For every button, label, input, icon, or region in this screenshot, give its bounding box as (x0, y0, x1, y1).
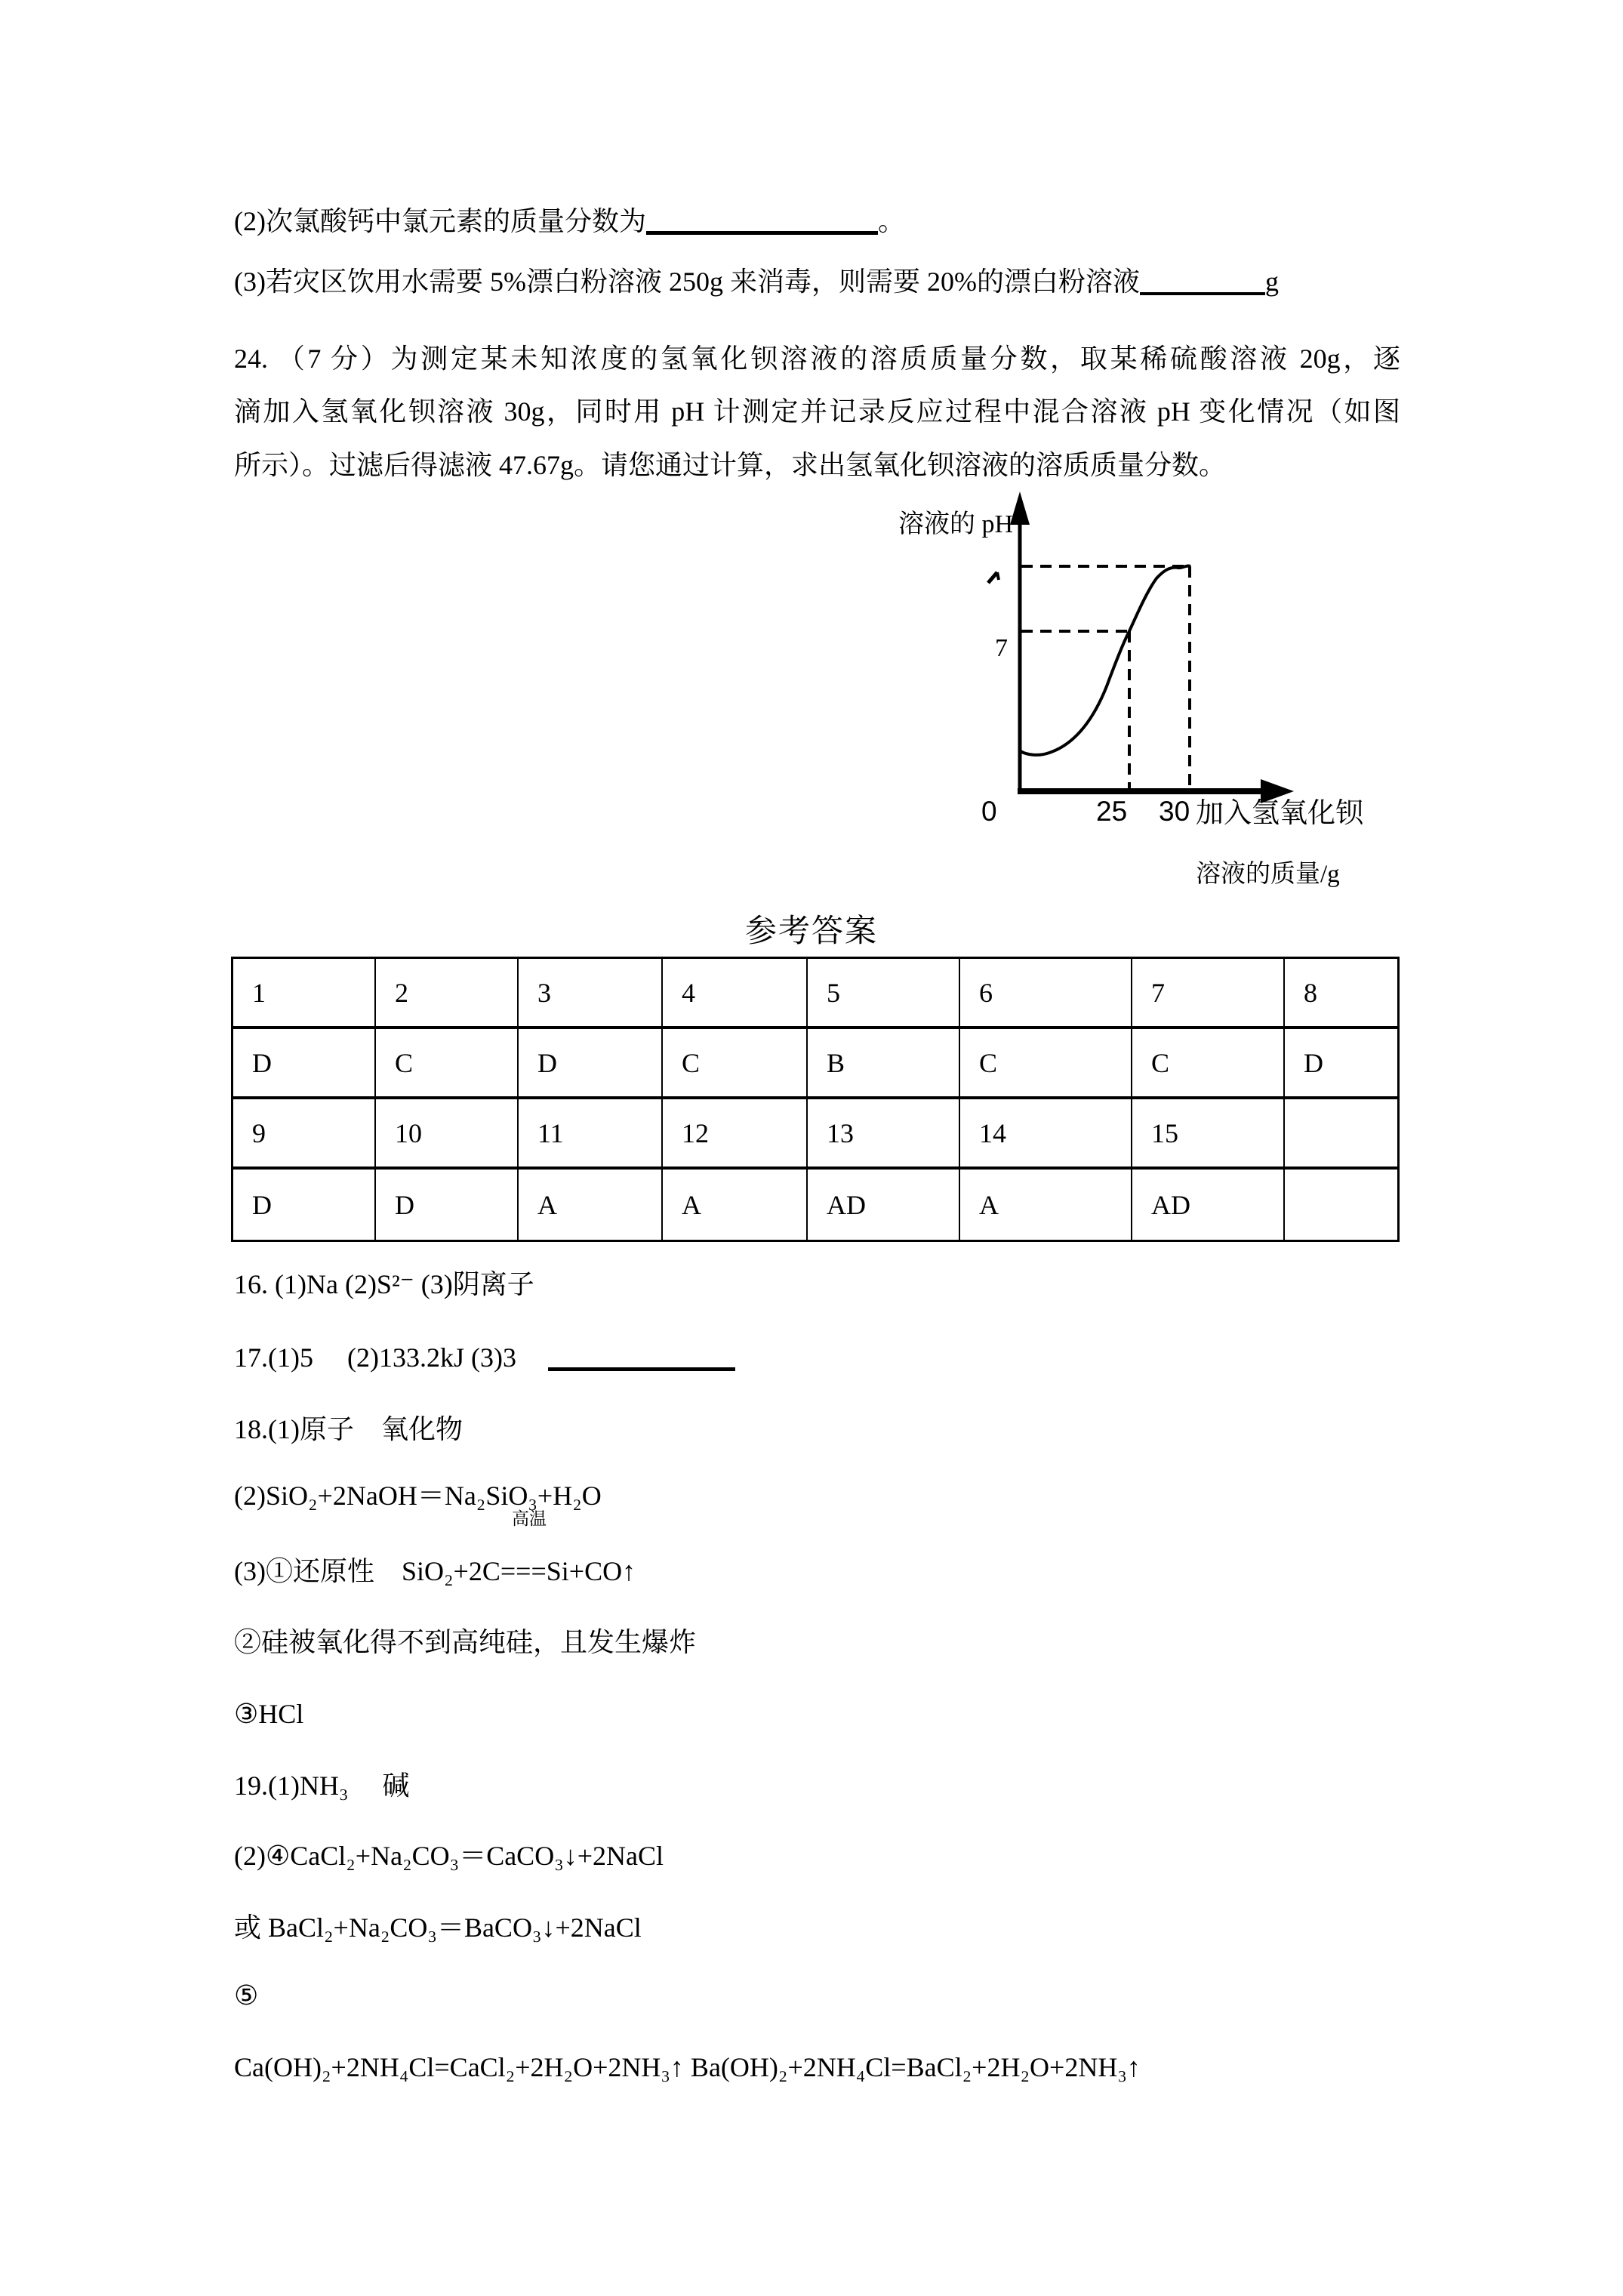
table-cell: D (519, 1029, 663, 1099)
x-tick-30: 30 (1159, 796, 1190, 827)
table-cell: A (663, 1170, 808, 1240)
table-cell: 1 (233, 959, 376, 1029)
answer-18-part3c: ③HCl (234, 1699, 304, 1729)
y-axis-title-clipped: 溶液的 pH (898, 510, 1014, 538)
x-tick-0: 0 (981, 796, 997, 827)
ph-curve (1021, 566, 1190, 755)
table-cell: D (233, 1029, 376, 1099)
table-cell: 11 (519, 1099, 663, 1170)
x-axis-title-line2-clipped: 溶液的质量/g (1196, 861, 1340, 888)
table-cell: 7 (1132, 959, 1285, 1029)
table-cell: 3 (519, 959, 663, 1029)
table-cell: AD (808, 1170, 960, 1240)
table-cell: 5 (808, 959, 960, 1029)
question-23-part3-suffix: g (1264, 267, 1279, 297)
table-cell: C (960, 1029, 1132, 1099)
answer-blank-underline (646, 208, 878, 235)
table-cell: 4 (663, 959, 808, 1029)
table-cell: 10 (376, 1099, 519, 1170)
answer-19-part3-equations: Ca(OH)₂+2NH₄Cl=CaCl₂+2H₂O+2NH₃↑ Ba(OH)₂+2NH₄Cl=BaCl₂+2H₂O+2NH₃↑ (234, 2052, 1141, 2082)
table-cell: C (663, 1029, 808, 1099)
question-24-line2: 滴加入氢氧化钡溶液 30g，同时用 pH 计测定并记录反应过程中混合溶液 pH 变化情况（如图 (234, 396, 1400, 427)
answer-19-part1: 19.(1)NH₃ 碱 (234, 1771, 410, 1801)
table-cell: 6 (960, 959, 1132, 1029)
table-cell: D (376, 1170, 519, 1240)
answer-17-text: 17.(1)5 (2)133.2kJ (3)3 (234, 1342, 516, 1373)
question-23-part2-suffix: 。 (877, 206, 905, 236)
answer-18-part2-equation: (2)SiO₂+2NaOH＝Na₂SiO₃+H₂O (234, 1481, 602, 1511)
question-23-part3 (234, 264, 1400, 299)
table-cell: 13 (808, 1099, 960, 1170)
table-cell: D (1285, 1029, 1397, 1099)
table-cell: D (233, 1170, 376, 1240)
table-cell: A (960, 1170, 1132, 1240)
y-tick-7: 7 (995, 634, 1008, 662)
answer-16: 16. (1)Na (2)S²⁻ (3)阴离子 (234, 1269, 534, 1299)
answer-18-part3b: ②硅被氧化得不到高纯硅，且发生爆炸 (234, 1627, 697, 1657)
answer-18-part1: 18.(1)原子 氧化物 (234, 1414, 463, 1444)
question-23-part3-text: (3)若灾区饮用水需要 5%漂白粉溶液 250g 来消毒，则需要 20%的漂白粉溶液 (234, 267, 1140, 297)
answer-19-part3-label: ⑤ (234, 1980, 259, 2011)
answer-19-part2-alt: 或 BaCl₂+Na₂CO₃＝BaCO₃↓+2NaCl (234, 1912, 642, 1943)
answer-blank-underline (1140, 269, 1265, 295)
ph-curve-figure (891, 487, 1374, 887)
table-cell: 12 (663, 1099, 808, 1170)
question-23-part2 (234, 204, 1400, 239)
table-cell: 8 (1285, 959, 1397, 1029)
table-cell: B (808, 1029, 960, 1099)
clipped-upper-tick-glyph (997, 572, 999, 580)
question-24-line1: 24. （7 分）为测定某未知浓度的氢氧化钡溶液的溶质质量分数，取某稀硫酸溶液 20g，逐 (234, 344, 1400, 374)
table-cell (1285, 1170, 1397, 1240)
answer-blank-underline (548, 1344, 735, 1371)
table-cell: 15 (1132, 1099, 1285, 1170)
table-cell (1285, 1099, 1397, 1170)
table-cell: C (1132, 1029, 1285, 1099)
answer-18-part3: (3)①还原性 SiO₂+2C===Si+CO↑ (234, 1556, 636, 1586)
table-cell: 9 (233, 1099, 376, 1170)
question-23-part2-text: (2)次氯酸钙中氯元素的质量分数为 (234, 206, 646, 236)
x-axis-title: 加入氢氧化钡 (1196, 798, 1363, 829)
table-cell: A (519, 1170, 663, 1240)
question-24-line3: 所示）。过滤后得滤液 47.67g。请您通过计算，求出氢氧化钡溶液的溶质质量分数。 (234, 450, 1227, 480)
table-cell: AD (1132, 1170, 1285, 1240)
table-cell: C (376, 1029, 519, 1099)
table-cell: 2 (376, 959, 519, 1029)
answer-17 (234, 1340, 1400, 1375)
answer-18-part2 (234, 1478, 1400, 1528)
answer-table (231, 957, 1400, 1242)
clipped-upper-tick-glyph (988, 572, 997, 583)
x-tick-25: 25 (1096, 796, 1128, 827)
answers-heading: 参考答案 (744, 914, 878, 949)
table-cell: 14 (960, 1099, 1132, 1170)
reaction-condition-label: 高温 (512, 1509, 547, 1528)
answer-19-part2: (2)④CaCl₂+Na₂CO₃＝CaCO₃↓+2NaCl (234, 1841, 664, 1871)
